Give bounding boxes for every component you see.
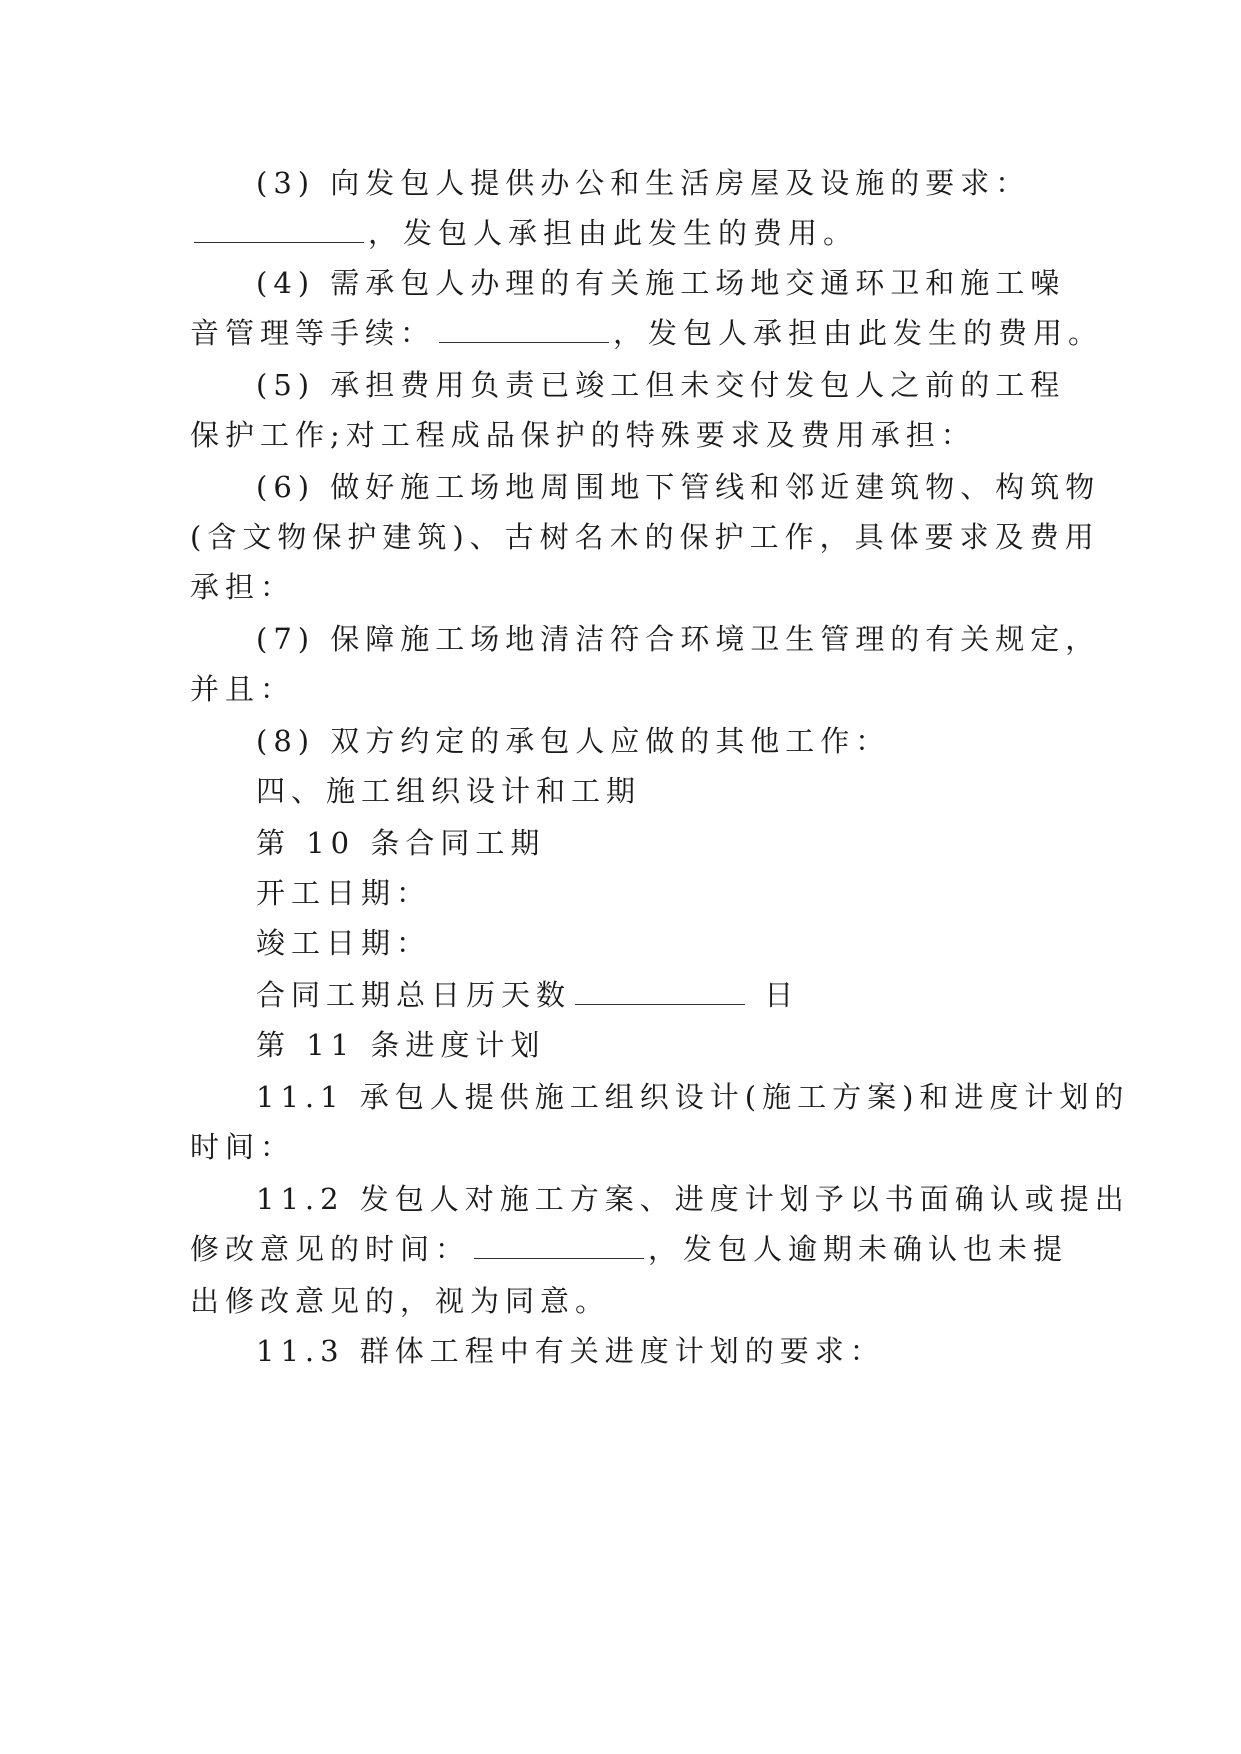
paragraph-line — [190, 313, 1103, 353]
paragraph-line: 竣工日期： — [256, 926, 432, 960]
paragraph-line — [190, 213, 858, 253]
fill-in-blank — [575, 1003, 745, 1005]
paragraph-line: 第 11 条进度计划 — [256, 1028, 546, 1062]
line-text-after-blank: 日 — [749, 978, 800, 1012]
paragraph-line: 四、施工组织设计和工期 — [256, 774, 642, 808]
paragraph-line: (6) 做好施工场地周围地下管线和邻近建筑物、构筑物 — [256, 470, 1101, 504]
paragraph-line: 出修改意见的，视为同意。 — [190, 1284, 611, 1318]
line-text-before-blank: 修改意见的时间： — [190, 1232, 471, 1266]
paragraph-line: (7) 保障施工场地清洁符合环境卫生管理的有关规定， — [256, 622, 1101, 656]
paragraph-line: 并且： — [190, 672, 296, 706]
paragraph-line: 开工日期： — [256, 876, 432, 910]
paragraph-line: (5) 承担费用负责已竣工但未交付发包人之前的工程 — [256, 368, 1066, 402]
paragraph-line: 时间： — [190, 1130, 296, 1164]
fill-in-blank — [474, 1257, 644, 1259]
paragraph-line — [256, 975, 799, 1015]
line-text-before-blank: 音管理等手续： — [190, 316, 436, 350]
paragraph-line: 11.3 群体工程中有关进度计划的要求： — [256, 1334, 885, 1368]
line-text-before-blank: 合同工期总日历天数 — [256, 978, 572, 1012]
paragraph-line: 承担： — [190, 570, 296, 604]
paragraph-line: 11.1 承包人提供施工组织设计(施工方案)和进度计划的 — [256, 1080, 1130, 1114]
line-text-after-blank: ，发包人承担由此发生的费用。 — [368, 216, 859, 250]
paragraph-line: 保护工作;对工程成品保护的特殊要求及费用承担： — [190, 418, 976, 452]
fill-in-blank — [439, 341, 609, 343]
paragraph-line: (4) 需承包人办理的有关施工场地交通环卫和施工噪 — [256, 266, 1066, 300]
paragraph-line — [190, 1229, 1068, 1269]
paragraph-line: (含文物保护建筑)、古树名木的保护工作，具体要求及费用 — [190, 520, 1100, 554]
paragraph-line: (8) 双方约定的承包人应做的其他工作： — [256, 724, 891, 758]
paragraph-line: 11.2 发包人对施工方案、进度计划予以书面确认或提出 — [256, 1182, 1130, 1216]
line-text-after-blank: ，发包人承担由此发生的费用。 — [613, 316, 1104, 350]
paragraph-line: (3) 向发包人提供办公和生活房屋及设施的要求： — [256, 166, 1031, 200]
line-text-after-blank: ，发包人逾期未确认也未提 — [648, 1232, 1069, 1266]
fill-in-blank — [194, 241, 364, 243]
paragraph-line: 第 10 条合同工期 — [256, 826, 546, 860]
